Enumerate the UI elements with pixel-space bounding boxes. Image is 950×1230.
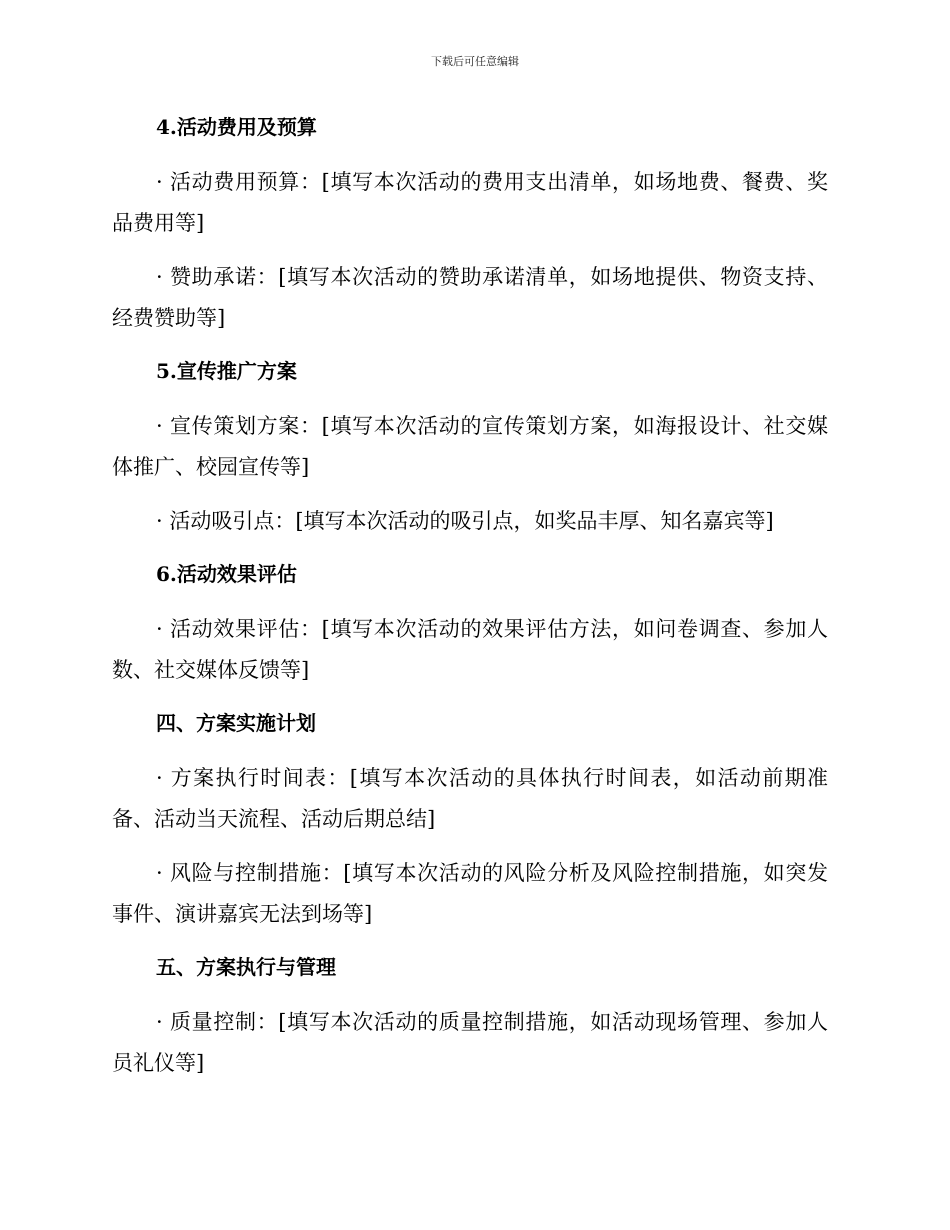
list-item: · 风险与控制措施：[填写本次活动的风险分析及风险控制措施，如突发事件、演讲嘉宾无法到场等]: [112, 861, 828, 926]
list-item: · 活动效果评估：[填写本次活动的效果评估方法，如问卷调查、参加人数、社交媒体反馈等]: [112, 617, 828, 682]
document-body: [112, 108, 828, 1097]
list-item: · 质量控制：[填写本次活动的质量控制措施，如活动现场管理、参加人员礼仪等]: [112, 1010, 828, 1075]
section-promotion-plan: [112, 352, 828, 542]
list-item: · 宣传策划方案：[填写本次活动的宣传策划方案，如海报设计、社交媒体推广、校园宣传等]: [112, 414, 828, 479]
list-item: · 活动费用预算：[填写本次活动的费用支出清单，如场地费、餐费、奖品费用等]: [112, 170, 828, 235]
list-item: · 活动吸引点：[填写本次活动的吸引点，如奖品丰厚、知名嘉宾等]: [156, 509, 774, 533]
list-item: · 方案执行时间表：[填写本次活动的具体执行时间表，如活动前期准备、活动当天流程、活动后期总结]: [112, 766, 828, 831]
section-activity-budget: [112, 108, 828, 339]
section-effect-evaluation: [112, 555, 828, 691]
section-implementation-plan: [112, 704, 828, 935]
section-heading: 4.活动费用及预算: [156, 115, 317, 139]
page-header: 下载后可任意编辑: [431, 55, 519, 68]
section-heading: 四、方案实施计划: [156, 711, 316, 735]
section-heading: 6.活动效果评估: [156, 562, 297, 586]
section-heading: 5.宣传推广方案: [156, 359, 297, 383]
section-heading: 五、方案执行与管理: [156, 955, 336, 979]
list-item: · 赞助承诺：[填写本次活动的赞助承诺清单，如场地提供、物资支持、经费赞助等]: [112, 265, 828, 330]
section-execution-management: [112, 948, 828, 1084]
